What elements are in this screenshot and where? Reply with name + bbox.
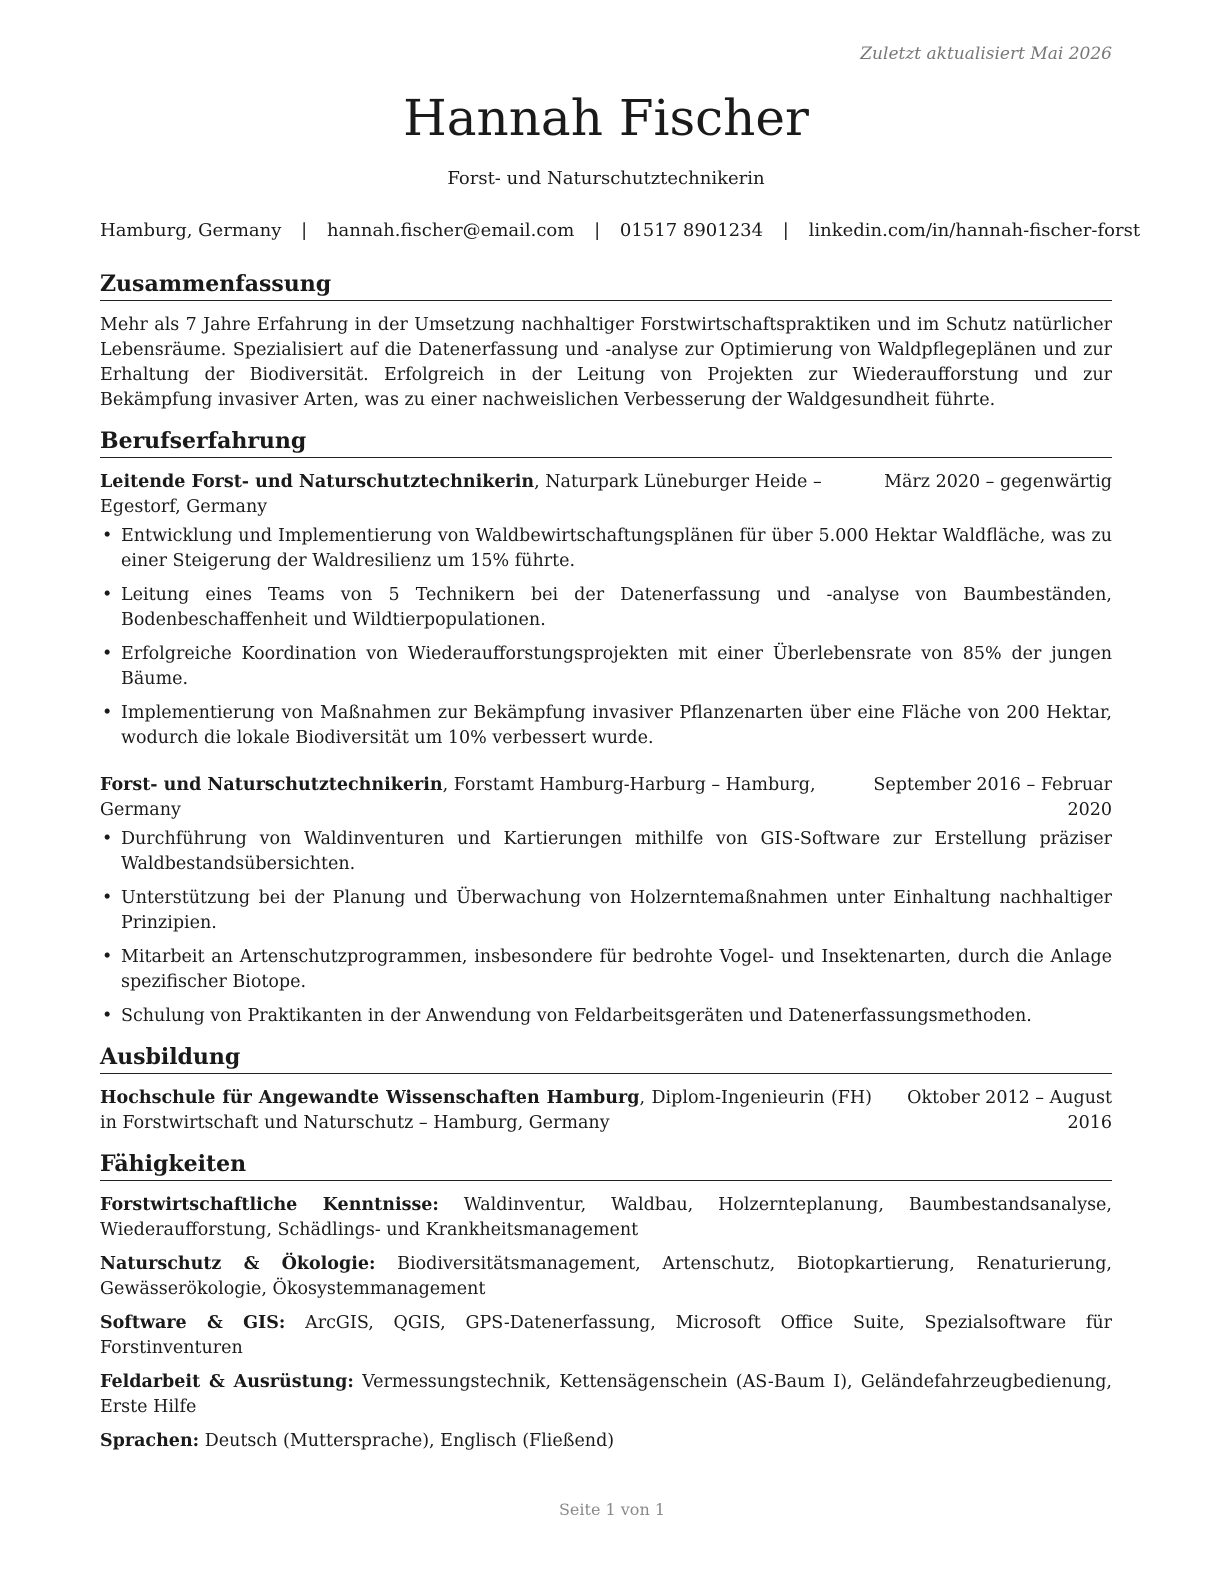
candidate-name: Hannah Fischer	[403, 89, 809, 147]
education-entry	[100, 1086, 1112, 1136]
education-degree: , Diplom-Ingenieurin (FH) in Forstwirtschaft und Naturschutz – Hamburg, Germany	[100, 1088, 872, 1133]
education-school: Hochschule für Angewandte Wissenschaften Hamburg	[100, 1088, 640, 1108]
section-title-education: Ausbildung	[100, 1043, 1112, 1074]
list-item: • Implementierung von Maßnahmen zur Bekämpfung invasiver Pflanzenarten über eine Fläche von 200 Hektar, wodurch die lokale Biodiversität um 10% verbessert wurde.	[102, 703, 1112, 748]
experience-section	[100, 427, 1112, 1029]
education-dates: Oktober 2012 – August 2016	[907, 1088, 1112, 1133]
job-bullets	[100, 827, 1112, 1029]
skill-line	[100, 1252, 1112, 1302]
job-bullets	[100, 524, 1112, 751]
section-title-skills: Fähigkeiten	[100, 1150, 1112, 1181]
job-header	[100, 773, 1112, 823]
contact-location: Hamburg, Germany	[100, 220, 282, 241]
skill-label: Sprachen:	[100, 1431, 200, 1451]
page-footer: Seite 1 von 1	[558, 1500, 666, 1519]
skill-line	[100, 1193, 1112, 1243]
skill-value: Biodiversitätsmanagement, Artenschutz, Biotopkartierung, Renaturierung, Gewässerökologie, Ökosystemmanagement	[100, 1254, 1112, 1299]
skill-line	[100, 1311, 1112, 1361]
contact-separator: |	[594, 220, 601, 241]
job-entry	[100, 773, 1112, 1029]
list-item: • Entwicklung und Implementierung von Waldbewirtschaftungsplänen für über 5.000 Hektar Waldfläche, was zu einer Steigerung der Waldresilienz um 15% führte.	[102, 526, 1112, 571]
list-item: • Durchführung von Waldinventuren und Kartierungen mithilfe von GIS-Software zur Erstellung präziser Waldbestandsübersichten.	[102, 829, 1112, 874]
list-item: • Mitarbeit an Artenschutzprogrammen, insbesondere für bedrohte Vogel- und Insektenarten, durch die Anlage spezifischer Biotope.	[102, 947, 1112, 992]
job-role: Forst- und Naturschutztechnikerin	[100, 775, 443, 795]
skill-label: Feldarbeit & Ausrüstung:	[100, 1372, 354, 1392]
last-updated: Zuletzt aktualisiert Mai 2026	[860, 44, 1112, 64]
job-org: , Forstamt Hamburg-Harburg – Hamburg, Germany	[100, 775, 816, 820]
resume-content	[100, 270, 1112, 1468]
skill-line	[100, 1429, 1112, 1454]
job-role: Leitende Forst- und Naturschutztechnikerin	[100, 472, 535, 492]
contact-separator: |	[782, 220, 789, 241]
list-item: • Unterstützung bei der Planung und Überwachung von Holzerntemaßnahmen unter Einhaltung nachhaltiger Prinzipien.	[102, 888, 1112, 933]
skill-label: Software & GIS:	[100, 1313, 286, 1333]
job-org: , Naturpark Lüneburger Heide – Egestorf, Germany	[100, 472, 822, 517]
section-title-summary: Zusammenfassung	[100, 270, 1112, 301]
candidate-headline: Forst- und Naturschutztechnikerin	[447, 168, 765, 189]
skill-label: Naturschutz & Ökologie:	[100, 1254, 376, 1274]
summary-text: Mehr als 7 Jahre Erfahrung in der Umsetzung nachhaltiger Forstwirtschaftspraktiken und im Schutz natürlicher Lebensräume. Spezialisiert auf die Datenerfassung und -analyse zur Optimierung von Waldpflegeplänen und zur Erhaltung der Biodiversität. Erfolgreich in der Leitung von Projekten zur Wiederaufforstung und zur Bekämpfung invasiver Arten, was zu einer nachweislichen Verbesserung der Waldgesundheit führte.	[100, 315, 1112, 410]
skill-line	[100, 1370, 1112, 1420]
education-header	[100, 1086, 1112, 1136]
skill-value: Deutsch (Muttersprache), Englisch (Fließend)	[199, 1431, 615, 1451]
contact-linkedin[interactable]: linkedin.com/in/hannah-fischer-forst	[808, 220, 1141, 241]
skill-label: Forstwirtschaftliche Kenntnisse:	[100, 1195, 439, 1215]
list-item: • Leitung eines Teams von 5 Technikern bei der Datenerfassung und -analyse von Baumbeständen, Bodenbeschaffenheit und Wildtierpopulationen.	[102, 585, 1112, 630]
contact-email[interactable]: hannah.fischer@email.com	[326, 220, 575, 241]
job-header	[100, 470, 1112, 520]
skill-value: Waldinventur, Waldbau, Holzernteplanung, Baumbestandsanalyse, Wiederaufforstung, Schädlings- und Krankheitsmanagement	[100, 1195, 1112, 1240]
list-item: • Schulung von Praktikanten in der Anwendung von Feldarbeitsgeräten und Datenerfassungsmethoden.	[102, 1006, 1032, 1026]
job-dates: September 2016 – Februar 2020	[873, 775, 1112, 820]
contact-phone[interactable]: 01517 8901234	[619, 220, 764, 241]
skills-section	[100, 1150, 1112, 1454]
section-title-experience: Berufserfahrung	[100, 427, 1112, 458]
contact-separator: |	[301, 220, 308, 241]
skill-value: Vermessungstechnik, Kettensägenschein (AS-Baum I), Geländefahrzeugbedienung, Erste Hilfe	[100, 1372, 1112, 1417]
contact-line	[100, 220, 1141, 242]
education-section	[100, 1043, 1112, 1136]
summary-section	[100, 270, 1112, 413]
skill-value: ArcGIS, QGIS, GPS-Datenerfassung, Microsoft Office Suite, Spezialsoftware für Forstinventuren	[100, 1313, 1112, 1358]
list-item: • Erfolgreiche Koordination von Wiederaufforstungsprojekten mit einer Überlebensrate von 85% der jungen Bäume.	[102, 644, 1112, 689]
job-entry	[100, 470, 1112, 751]
job-dates: März 2020 – gegenwärtig	[884, 472, 1112, 492]
